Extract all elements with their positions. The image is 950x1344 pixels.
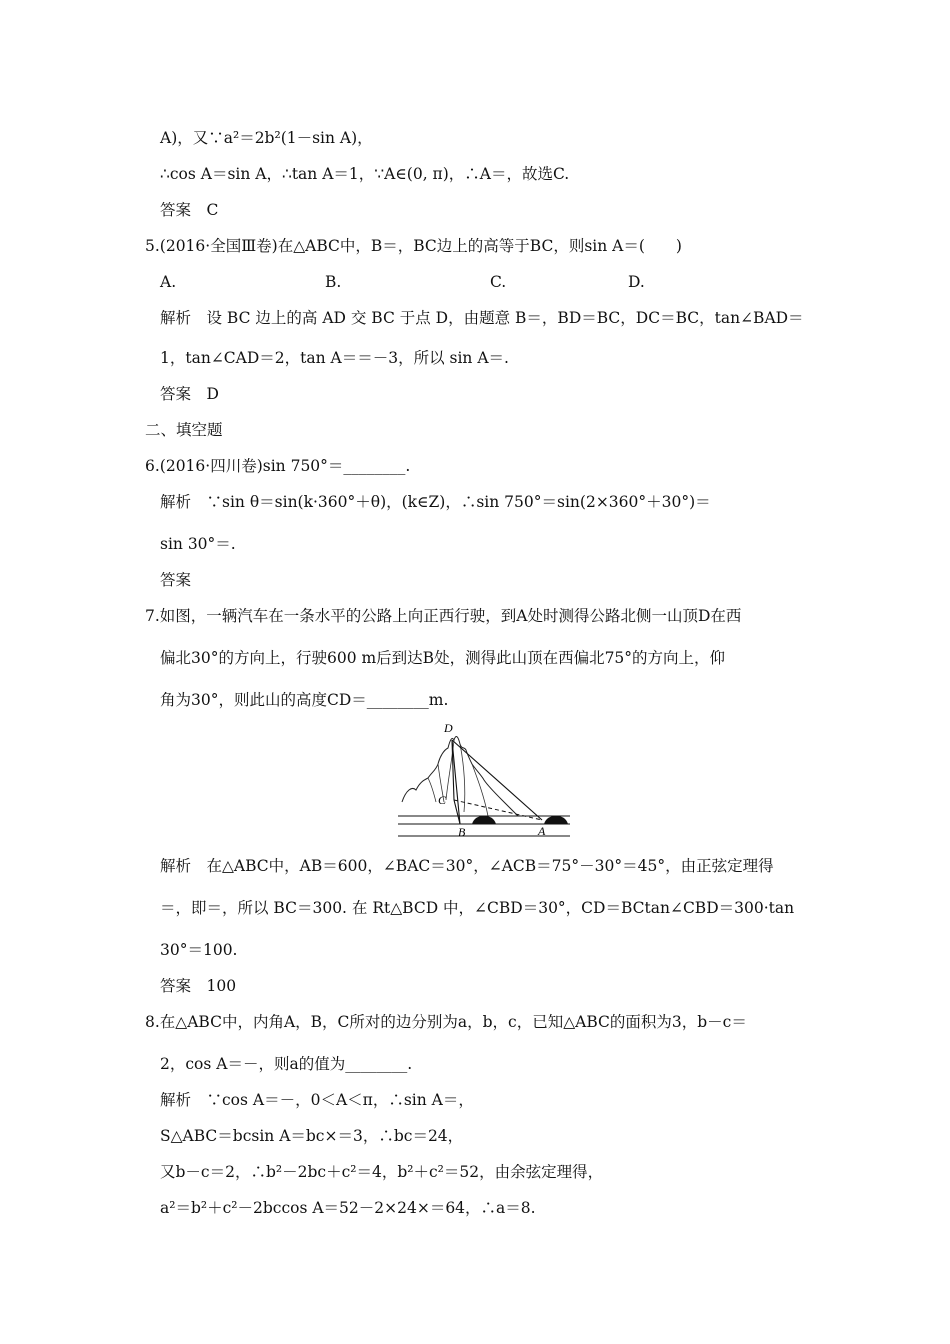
question-7: 7.如图，一辆汽车在一条水平的公路上向正西行驶，到A处时测得公路北侧一山顶D在西 [145, 607, 742, 625]
solution-line: 解析 设 BC 边上的高 AD 交 BC 于点 D，由题意 B＝，BD＝BC，DC＝BC，tan∠BAD＝ [160, 309, 804, 327]
text-line: ∴cos A＝sin A，∴tan A＝1，∵A∈(0, π)，∴A＝，故选C. [160, 165, 570, 183]
answer-line: 答案 C [160, 201, 219, 219]
section-heading: 二、填空题 [145, 421, 223, 439]
question-6: 6.(2016·四川卷)sin 750°＝________. [145, 457, 411, 475]
solution-line: 1，tan∠CAD＝2，tan A＝＝－3，所以 sin A＝. [160, 349, 509, 367]
answer-line: 答案 [160, 571, 192, 589]
option-b: B. [325, 273, 342, 291]
car-icon [472, 816, 496, 824]
solution-line: sin 30°＝. [160, 535, 236, 553]
mountain-outline [402, 737, 518, 816]
solution-line: ＝，即＝，所以 BC＝300. 在 Rt△BCD 中，∠CBD＝30°，CD＝BCtan∠CBD＝300·tan [160, 899, 795, 917]
question-7-line: 偏北30°的方向上，行驶600 m后到达B处，测得此山顶在西偏北75°的方向上，仰 [160, 649, 726, 667]
answer-line: 答案 D [160, 385, 219, 403]
label-b: B [458, 825, 466, 839]
option-c: C. [490, 273, 507, 291]
question-8-line: 2，cos A＝－，则a的值为________. [160, 1055, 413, 1073]
question-7-line: 角为30°，则此山的高度CD＝________m. [160, 691, 449, 709]
solution-line: 解析 在△ABC中，AB＝600，∠BAC＝30°，∠ACB＝75°－30°＝45°，由正弦定理得 [160, 857, 774, 875]
label-c: C [438, 793, 447, 807]
solution-line: 30°＝100. [160, 941, 238, 959]
solution-line: 又b－c＝2，∴b²－2bc＋c²＝4，b²＋c²＝52，由余弦定理得， [160, 1163, 604, 1181]
answer-line: 答案 100 [160, 977, 237, 995]
question-5: 5.(2016·全国Ⅲ卷)在△ABC中，B＝，BC边上的高等于BC，则sin A＝( ) [145, 237, 682, 255]
line-d-a [452, 740, 542, 820]
label-d: D [444, 721, 453, 735]
solution-line: 解析 ∵cos A＝－，0＜A＜π，∴sin A＝， [160, 1091, 474, 1109]
line-c-a [454, 800, 542, 820]
question-8: 8.在△ABC中，内角A，B，C所对的边分别为a，b，c，已知△ABC的面积为3，b－c＝ [145, 1013, 747, 1031]
solution-line: a²＝b²＋c²－2bccos A＝52－2×24×＝64，∴a＝8. [160, 1199, 536, 1217]
car-icon [544, 816, 568, 824]
text-line: A)，又∵a²＝2b²(1－sin A)， [160, 129, 373, 147]
solution-line: 解析 ∵sin θ＝sin(k·360°＋θ)，(k∈Z)，∴sin 750°＝sin(2×360°＋30°)＝ [160, 493, 711, 511]
option-d: D. [628, 273, 645, 291]
solution-line: S△ABC＝bcsin A＝bc×＝3，∴bc＝24， [160, 1127, 464, 1145]
mountain-figure [398, 720, 570, 840]
label-a: A [538, 824, 546, 838]
option-a: A. [160, 273, 177, 291]
